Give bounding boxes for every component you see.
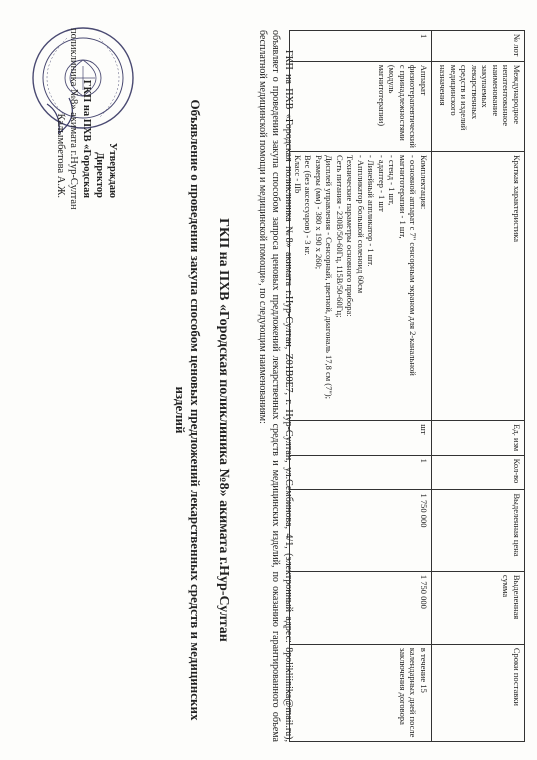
document-subtitle: ГКП на ПХВ «Городская поликлиника №8» акимата г.Нур-Султан [216, 218, 231, 642]
spec-line: Технические параметры основного прибора: [345, 154, 356, 317]
spec-line: - стенд - 1 шт, [387, 154, 398, 206]
cell-price: 1 750 000 [290, 490, 432, 571]
spec-line: - основной аппарат с 7" сенсорным экраном для 2-канальной магнитотерапии - 1 шт, [398, 154, 419, 376]
header-sum: Выделенная сумма [432, 571, 525, 644]
spec-line: Дисплей управления - Сенсорный, цветной, диагональ 17,8 см (7"); [324, 154, 335, 400]
approval-position: Директор [94, 152, 105, 198]
header-unit: Ед. изм [432, 421, 525, 455]
lots-table [290, 30, 526, 742]
cell-sum: 1 750 000 [290, 571, 432, 644]
approval-title: Утверждаю [107, 142, 118, 198]
cell-unit: шт [290, 421, 432, 455]
header-price: Выделенная цена [432, 490, 525, 571]
spec-line: Комплектация: [419, 154, 429, 210]
header-delivery-term: Сроки поставки [432, 644, 525, 741]
header-lot-number: № лот [432, 31, 525, 62]
header-description: Краткая характеристика [432, 151, 525, 420]
spec-line: Размеры (мм) - 380 x 190 x 260; [314, 154, 324, 270]
spec-line: Сеть питания - 230В/50-60Гц, 115В/50-60Гц; [335, 154, 345, 318]
spec-line: - Линейный аппликатор - 1 шт. [366, 154, 377, 267]
approval-block [54, 28, 119, 210]
cell-description [290, 151, 432, 420]
header-item-name: Международное непатентованное наименование закупаемых лекарственных средств и изделий медицинского назначения [432, 61, 525, 151]
cell-delivery-term: в течение 15 календарных дней после заключения договора [290, 644, 432, 741]
spec-line: Вес (без аксессуаров) - 3 кг. [303, 154, 314, 256]
cell-quantity: 1 [290, 455, 432, 490]
table-row [290, 31, 432, 742]
cell-lot-number: 1 [290, 31, 432, 62]
document-title: Объявление о проведении закупа способом ценовых предложений лекарственных средств и медицинских изделий [173, 99, 203, 721]
spec-line: Класс - IIb [293, 154, 303, 194]
header-quantity: Кол-во [432, 455, 525, 490]
approval-org: ГКП на ПХВ «Городская [81, 79, 92, 198]
spec-line: - Аппликатор большой соленоид 60см [356, 154, 366, 294]
table-header-row [432, 31, 525, 742]
spec-line: - адаптер - 1 шт [377, 154, 387, 212]
approval-org-2: поликлиника №8» акимата г.Нур-Султан [68, 28, 79, 210]
cell-item-name: Аппарат физиотерапевтический с принадлежностями (модуль магнитотерапии) [290, 61, 432, 151]
approval-signer: Калымбетова А.Ж. [55, 113, 66, 198]
intro-paragraph: ГКП на ПХВ «Городская поликлиника №8» акимата г.Нур-Султан, Z01В0Е7, г. Нур-Султан, ул.Сембинова, 4/1, (электронный адрес: 8polikliinika@mail.ru), объявляет о проведении закупа способом запроса ценовых предложений лекарственных средств и медицинских изделий, по оказанию гарантированного объема бесплатной медицинской помощи и медицинской помощи», по следующим наименованиям: [257, 30, 294, 742]
